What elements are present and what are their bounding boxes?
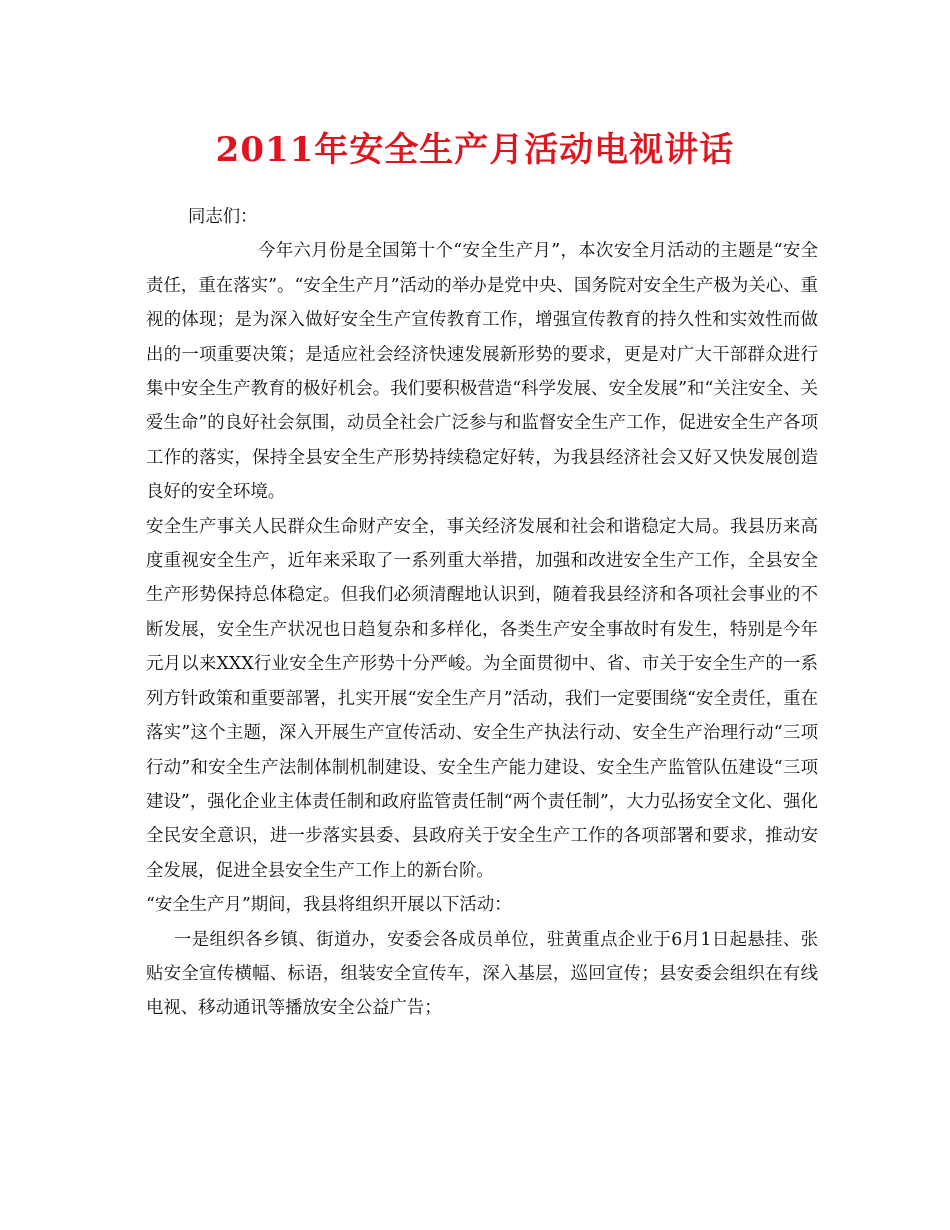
salutation: 同志们： — [188, 207, 258, 227]
document-title: 2011年安全生产月活动电视讲话 — [215, 130, 735, 170]
paragraph-intro: 今年六月份是全国第十个“安全生产月”，本次安全月活动的主题是“安全责任，重在落实”。“安全生产月”活动的举办是党中央、国务院对安全生产极为关心、重视的体现；是为深入做好安全生产宣传教育工作，增强宣传教育的持久性和实效性而做出的一项重要决策；是适应社会经济快速发展新形势的要求，更是对广大干部群众进行集中安全生产教育的极好机会。我们要积极营造“科学发展、安全发展”和“关注安全、关爱生命”的良好社会氛围，动员全社会广泛参与和监督安全生产工作，促进安全生产各项工作的落实，保持全县安全生产形势持续稳定好转，为我县经济社会又好又快发展创造良好的安全环境。 — [146, 241, 818, 503]
paragraph-activities-heading: “安全生产月”期间，我县将组织开展以下活动： — [146, 895, 512, 916]
paragraph-activity-one: 一是组织各乡镇、街道办，安委会各成员单位，驻黄重点企业于6月1日起悬挂、张贴安全宣传横幅、标语，组装安全宣传车，深入基层，巡回宣传；县安委会组织在有线电视、移动通讯等播放安全公益广告； — [146, 929, 818, 1019]
paragraph-importance: 安全生产事关人民群众生命财产安全，事关经济发展和社会和谐稳定大局。我县历来高度重视安全生产，近年来采取了一系列重大举措，加强和改进安全生产工作，全县安全生产形势保持总体稳定。但我们必须清醒地认识到，随着我县经济和各项社会事业的不断发展，安全生产状况也日趋复杂和多样化，各类生产安全事故时有发生，特别是今年元月以来XXX行业安全生产形势十分严峻。为全面贯彻中、省、市关于安全生产的一系列方针政策和重要部署，扎实开展“安全生产月”活动，我们一定要围绕“安全责任，重在落实”这个主题，深入开展生产宣传活动、安全生产执法行动、安全生产治理行动“三项行动”和安全生产法制体制机制建设、安全生产能力建设、安全生产监管队伍建设“三项建设”，强化企业主体责任制和政府监管责任制“两个责任制”，大力弘扬安全文化、强化全民安全意识，进一步落实县委、县政府关于安全生产工作的各项部署和要求，推动安全发展，促进全县安全生产工作上的新台阶。 — [146, 516, 818, 881]
document-body — [146, 200, 818, 1026]
